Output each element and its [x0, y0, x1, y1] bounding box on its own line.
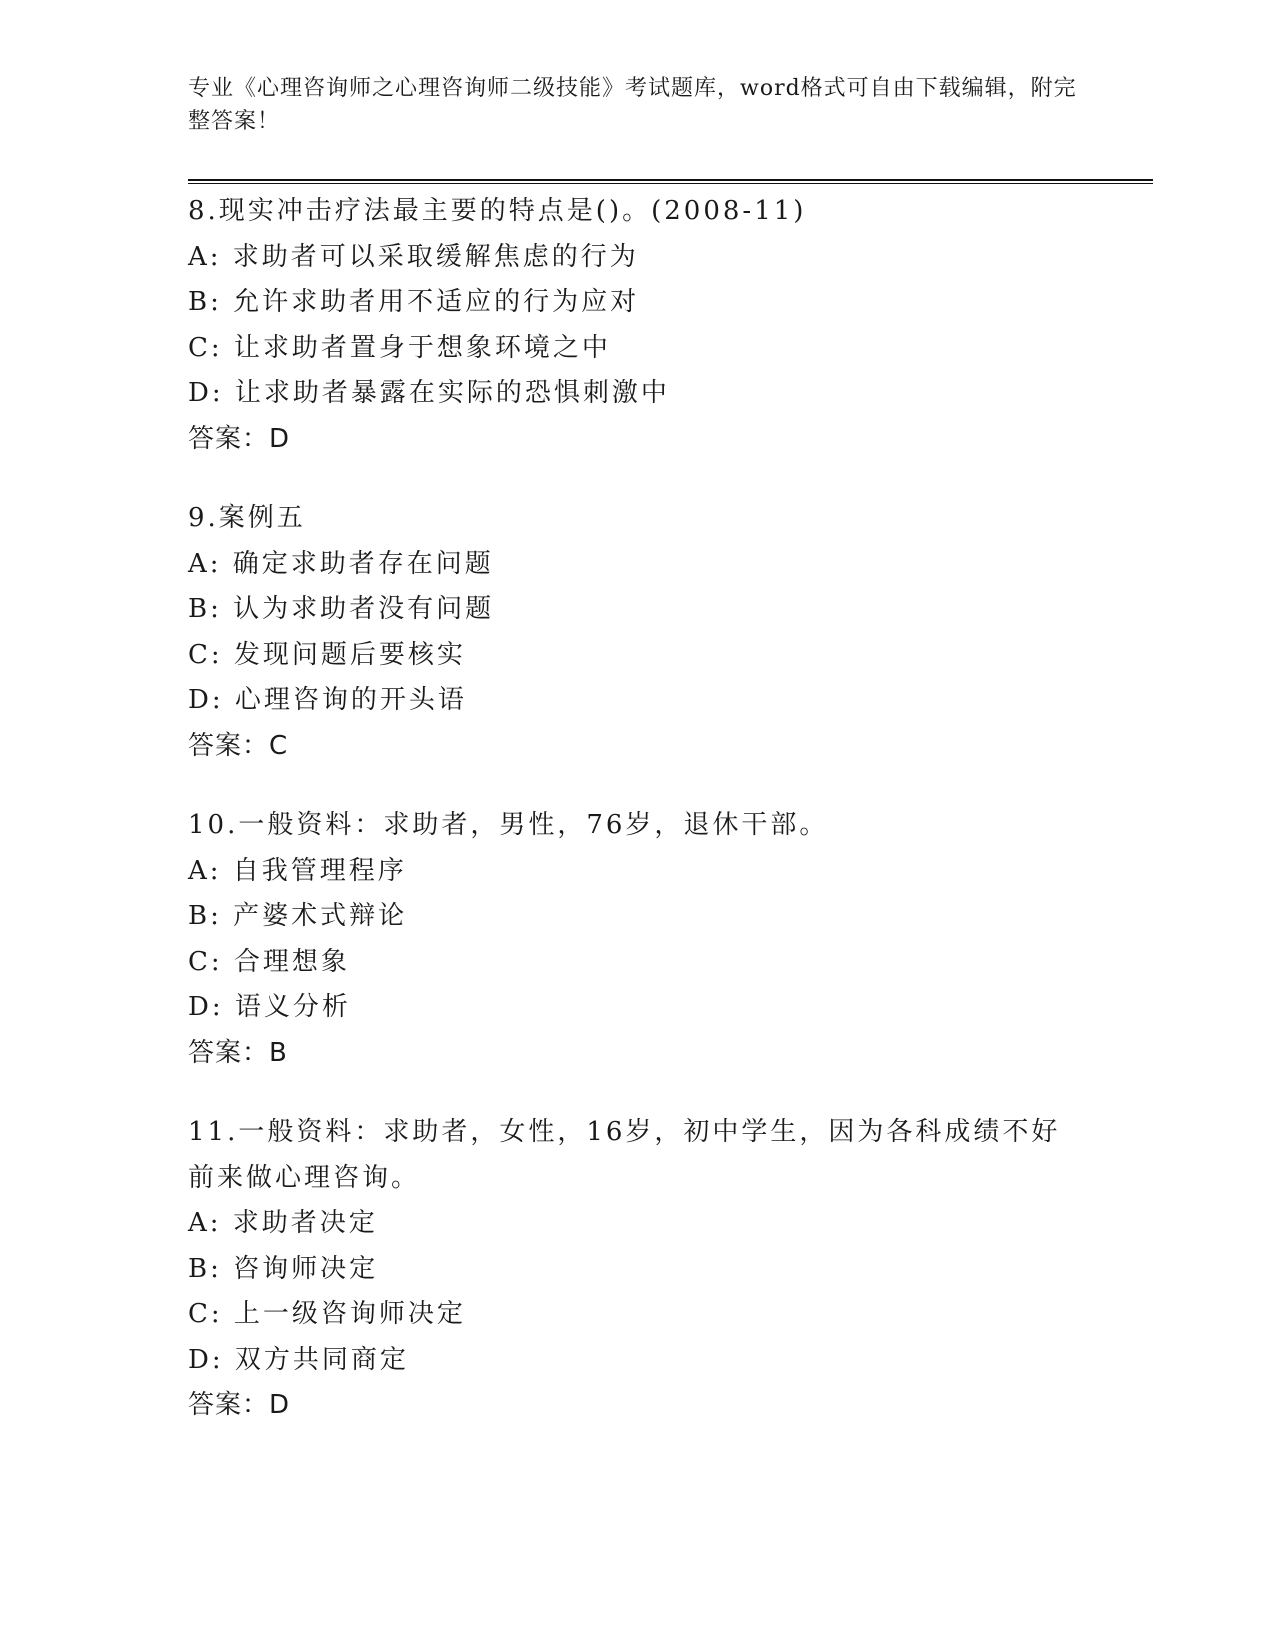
option-b: B: 产婆术式辩论 [188, 901, 408, 931]
option-b: B: 认为求助者没有问题 [188, 594, 495, 624]
answer-label: 答案：D [188, 423, 291, 454]
document-header: 专业《心理咨询师之心理咨询师二级技能》考试题库，word格式可自由下载编辑，附完整答案！ [188, 76, 1077, 134]
question-11 [188, 1110, 1088, 1429]
question-stem: 8.现实冲击疗法最主要的特点是()。(2008-11) [188, 196, 807, 226]
option-d: D: 语义分析 [188, 992, 351, 1022]
question-stem: 10.一般资料：求助者，男性，76岁，退休干部。 [188, 810, 829, 840]
option-a: A: 求助者可以采取缓解焦虑的行为 [188, 241, 639, 272]
question-stem: 9.案例五 [188, 503, 306, 533]
question-9 [188, 496, 1088, 769]
question-10 [188, 803, 1088, 1076]
option-a: A: 确定求助者存在问题 [188, 548, 494, 579]
header-divider-thin [188, 183, 1153, 184]
option-d: D: 双方共同商定 [188, 1344, 409, 1375]
answer-label: 答案：C [188, 730, 289, 761]
option-b: B: 允许求助者用不适应的行为应对 [188, 287, 640, 317]
option-b: B: 咨询师决定 [188, 1253, 379, 1284]
option-a: A: 自我管理程序 [188, 855, 407, 886]
question-list [188, 189, 1088, 1463]
answer-label: 答案：D [188, 1390, 291, 1420]
answer-label: 答案：B [188, 1037, 288, 1068]
option-c: C: 让求助者置身于想象环境之中 [188, 332, 611, 363]
option-c: C: 发现问题后要核实 [188, 639, 466, 670]
option-d: D: 让求助者暴露在实际的恐惧刺激中 [188, 378, 670, 408]
question-stem: 11.一般资料：求助者，女性，16岁，初中学生，因为各科成绩不好前来做心理咨询。 [188, 1117, 1061, 1193]
option-a: A: 求助者决定 [188, 1208, 378, 1238]
option-c: C: 上一级咨询师决定 [188, 1299, 466, 1329]
header-divider-thick [188, 179, 1153, 181]
option-c: C: 合理想象 [188, 946, 350, 977]
option-d: D: 心理咨询的开头语 [188, 685, 467, 715]
question-8 [188, 189, 1088, 462]
